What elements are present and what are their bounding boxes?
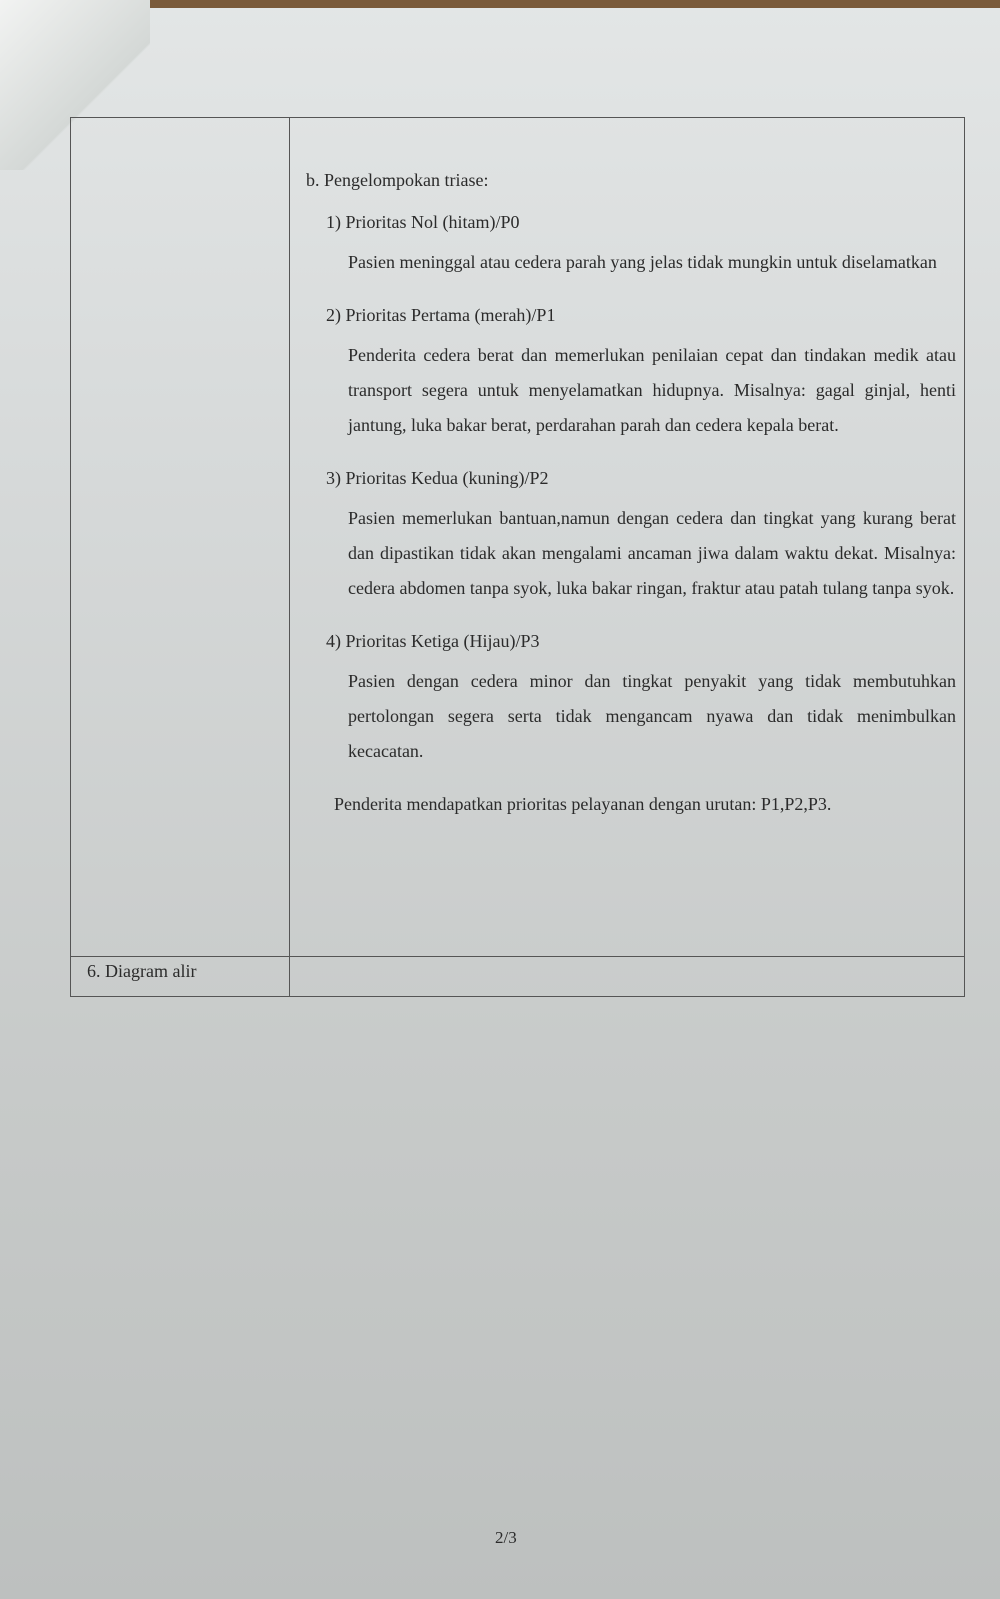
- priority-order-note: Penderita mendapatkan prioritas pelayanan dengan urutan: P1,P2,P3.: [334, 794, 832, 814]
- triage-item-p0: [326, 205, 956, 280]
- triage-content-cell: [296, 163, 956, 822]
- triage-item-body: Pasien memerlukan bantuan,namun dengan cedera dan tingkat yang kurang berat dan dipastikan tidak akan mengalami ancaman jiwa dalam waktu dekat. Misalnya: cedera abdomen tanpa syok, luka bakar ringan, fraktur atau patah tulang tanpa syok.: [348, 508, 956, 598]
- triage-item-body: Pasien dengan cedera minor dan tingkat penyakit yang tidak membutuhkan pertolongan segera serta tidak mengancam nyawa dan tidak menimbulkan kecacatan.: [348, 671, 956, 761]
- triage-item-title: 2) Prioritas Pertama (merah)/P1: [326, 305, 556, 325]
- triage-item-body: Penderita cedera berat dan memerlukan penilaian cepat dan tindakan medik atau transport segera untuk menyelamatkan hidupnya. Misalnya: gagal ginjal, henti jantung, luka bakar berat, perdarahan parah dan cedera kepala berat.: [348, 345, 956, 435]
- procedure-table: [70, 117, 965, 997]
- desk-edge: [130, 0, 1000, 8]
- section-heading: b. Pengelompokan triase:: [306, 170, 489, 190]
- triage-item-p3: [326, 624, 956, 769]
- triage-item-title: 3) Prioritas Kedua (kuning)/P2: [326, 468, 549, 488]
- triage-item-p1: [326, 298, 956, 443]
- page-number: 2/3: [495, 1528, 517, 1547]
- triage-item-title: 1) Prioritas Nol (hitam)/P0: [326, 212, 520, 232]
- row-divider: [71, 956, 964, 957]
- diagram-alir-label: 6. Diagram alir: [87, 961, 197, 981]
- column-divider: [289, 118, 290, 996]
- triage-item-p2: [326, 461, 956, 606]
- triage-item-title: 4) Prioritas Ketiga (Hijau)/P3: [326, 631, 540, 651]
- triage-item-body: Pasien meninggal atau cedera parah yang jelas tidak mungkin untuk diselamatkan: [348, 252, 937, 272]
